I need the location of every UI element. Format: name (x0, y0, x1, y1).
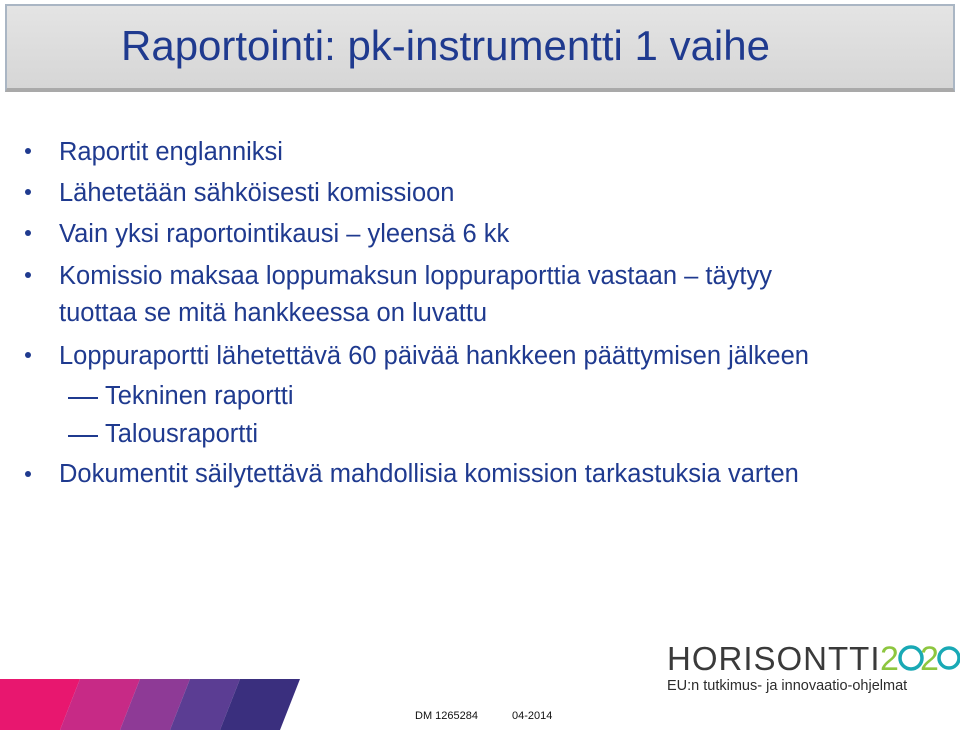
bullet-item: Loppuraportti lähetettävä 60 päivää hankkeen päättymisen jälkeen (59, 342, 809, 370)
logo-2020-mark (880, 640, 960, 681)
bullet-item-continuation: tuottaa se mitä hankkeessa on luvattu (59, 299, 488, 327)
logo-subtitle: EU:n tutkimus- ja innovaatio-ohjelmat (667, 678, 908, 694)
bullet-dot (25, 148, 31, 154)
sub-bullet-item: Talousraportti (105, 420, 259, 448)
bullet-item: Vain yksi raportointikausi – yleensä 6 kk (59, 220, 510, 248)
bullet-item: Lähetetään sähköisesti komissioon (59, 179, 455, 207)
svg-text:2: 2 (920, 640, 939, 676)
bullet-item: Komissio maksaa loppumaksun loppuraporttia vastaan – täytyy (59, 262, 772, 290)
bullet-dot (25, 189, 31, 195)
bullet-dot (25, 352, 31, 358)
footer-date: 04-2014 (512, 710, 553, 722)
slide-title: Raportointi: pk-instrumentti 1 vaihe (121, 22, 770, 69)
footer-doc-id: DM 1265284 (415, 710, 478, 722)
sub-bullet-item: Tekninen raportti (105, 382, 294, 410)
bullet-item: Dokumentit säilytettävä mahdollisia komission tarkastuksia varten (59, 460, 799, 488)
title-bar (5, 4, 955, 92)
sub-bullet-dash (68, 435, 98, 437)
sub-bullet-dash (68, 397, 98, 399)
svg-text:2: 2 (880, 640, 899, 676)
logo-2020-icon (880, 640, 960, 676)
logo-wordmark: HORISONTTI (667, 640, 881, 677)
bullet-dot (25, 471, 31, 477)
bullet-item: Raportit englanniksi (59, 138, 283, 166)
footer-color-band (0, 679, 300, 730)
bullet-dot (25, 272, 31, 278)
bullet-dot (25, 230, 31, 236)
